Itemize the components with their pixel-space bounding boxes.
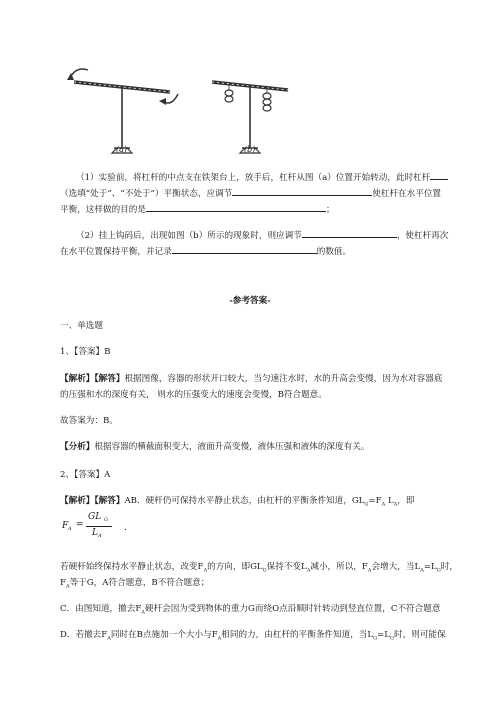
ruo-text-7: 时， [440,562,458,572]
ruo-sub-3: A [306,567,311,574]
q2-line1-text-b: ，使杠杆再次 [396,231,449,241]
fenxi-tag: 【分析】 [60,442,95,452]
answer-2-ruo-line1 [60,561,458,577]
q1-blank-3 [146,202,326,212]
q1-line2-text-b: 使杠杆在水平位置 [372,189,442,199]
ruo-text-4: 减小，所以，F [310,562,368,572]
lever-figures [62,60,322,160]
q1-line3-text-b: ； [325,205,335,215]
sub-a: A [381,501,386,508]
q1-line1 [76,170,448,184]
formula-f-sub: A [68,526,72,532]
fenxi-text: 根据容器的横截面积变大，液面升高变慢，液体压强和液体的深度有关。 [94,442,370,452]
q1-line1-text: （1）实验前，将杠杆的中点支在铁架台上，放手后，杠杆从图（a）位置开始转动，此时杠杆 [76,173,431,183]
figure-a-caption: (a) [116,145,128,154]
q1-line3 [60,202,335,216]
formula-eq: = [76,520,84,530]
d-text-2: 同时在B点施加一个大小与F [110,630,218,640]
analysis-text-2c: L [387,496,394,506]
q2-blank-1 [302,228,397,238]
answer-2-analysis-line1 [60,495,414,511]
analysis-tag-2: 【解析】【解答】 [60,496,125,506]
q2-line1 [76,228,448,242]
analysis-text-2d: ，即 [397,496,415,506]
c-text-1: C．由图知道，撤去F [60,604,142,614]
ruo2-text-2: 等于G，A符合题意，B不符合题意； [69,578,210,588]
ruo-sub-4: A [367,567,372,574]
q1-line3-text: 平衡，这样做的目的是 [60,205,146,215]
ruo-sub-2: G [262,567,267,574]
formula-den-sub: A [98,533,102,539]
analysis-text-2: AB．硬杆仍可保持水平静止状态，由杠杆的平衡条件知道，GL [124,496,365,506]
formula-f: F [62,521,69,531]
analysis-tag: 【解析】【解答】 [60,374,125,384]
lever-diagram-svg [62,60,322,160]
answer-1-analysis-line1 [60,373,442,385]
answer-1-conclusion: 故答案为：B。 [60,416,118,426]
answer-1-analysis-line2: 的压强和水的深度有关， 则水的压强变大的速度会变慢，B符合题意。 [60,390,327,400]
formula-numerator: GL [88,512,102,522]
ruo-sub-5: A [420,567,424,574]
answer-2-ruo-line2 [60,577,209,593]
ruo-sub-1: A [203,567,208,574]
section-heading: 一、单选题 [60,321,103,331]
d-sub-4: G [390,635,395,642]
q1-line2 [60,186,441,200]
ruo2-sub: A [65,583,70,590]
answer-2-label: 2、【答案】A [60,470,111,480]
answer-heading: -参考答案- [229,296,271,306]
ruo-text-2: 的方向，即GL [207,562,263,572]
formula-num-sub: G [104,517,108,523]
formula-block [62,511,162,545]
q2-line1-text: （2）挂上钩码后，出现如图（b）所示的现象时，则应调节 [76,231,302,241]
formula-period: . [124,523,127,533]
d-text-3: 相同的力，由杠杆的平衡条件知道，当L [221,630,374,640]
q1-line2-text: （选填“处于”、“不处于”）平衡状态，应调节 [60,189,233,199]
formula-fraction-bar [86,526,112,527]
d-sub-1: A [107,635,111,642]
sub-g: G [364,501,369,508]
ruo-text-3: 保持不变L [266,562,307,572]
ruo-text-1: 若硬杆始终保持水平静止状态，改变F [60,562,204,572]
lever-a-figure [67,69,178,153]
q2-line2-text-b: 的数值。 [316,247,352,257]
ruo2-text-1: F [60,578,66,588]
q2-blank-2 [172,244,317,254]
sub-a-2: A [393,501,398,508]
ruo-sub-6: G [436,567,441,574]
q1-blank-2 [232,186,372,196]
d-sub-2: A [217,635,222,642]
c-sub: A [141,609,145,616]
figure-b-caption: (b) [244,145,256,154]
c-text-2: 硬杆会因为受到物体的重力G而绕O点沿顺时针转动到竖直位置，C不符合题意 [144,604,441,614]
analysis-text-2b: =F [368,496,382,506]
analysis-text: 根据图像，容器的形状开口较大，当匀速注水时，水的升高会变慢，因为水对容器底 [124,374,443,384]
q2-line2-text: 在水平位置保持平衡，并记录 [60,247,172,257]
d-text-4: =L [377,630,391,640]
answer-2-d-line [60,629,446,645]
d-sub-3: G [373,635,378,642]
q1-blank-1 [430,170,448,180]
d-text-5: 时，则可能保 [394,630,446,640]
answer-2-c-line [60,603,440,619]
answer-1-fenxi [60,441,369,453]
d-text-1: D．若撤去F [60,630,108,640]
ruo-text-5: 会增大，当L [371,562,421,572]
answer-1-label: 1、【答案】B [60,347,111,357]
q2-line2 [60,244,351,258]
ruo-text-6: =L [423,562,437,572]
lever-b-figure [212,82,288,153]
formula-denominator: L [92,528,98,538]
